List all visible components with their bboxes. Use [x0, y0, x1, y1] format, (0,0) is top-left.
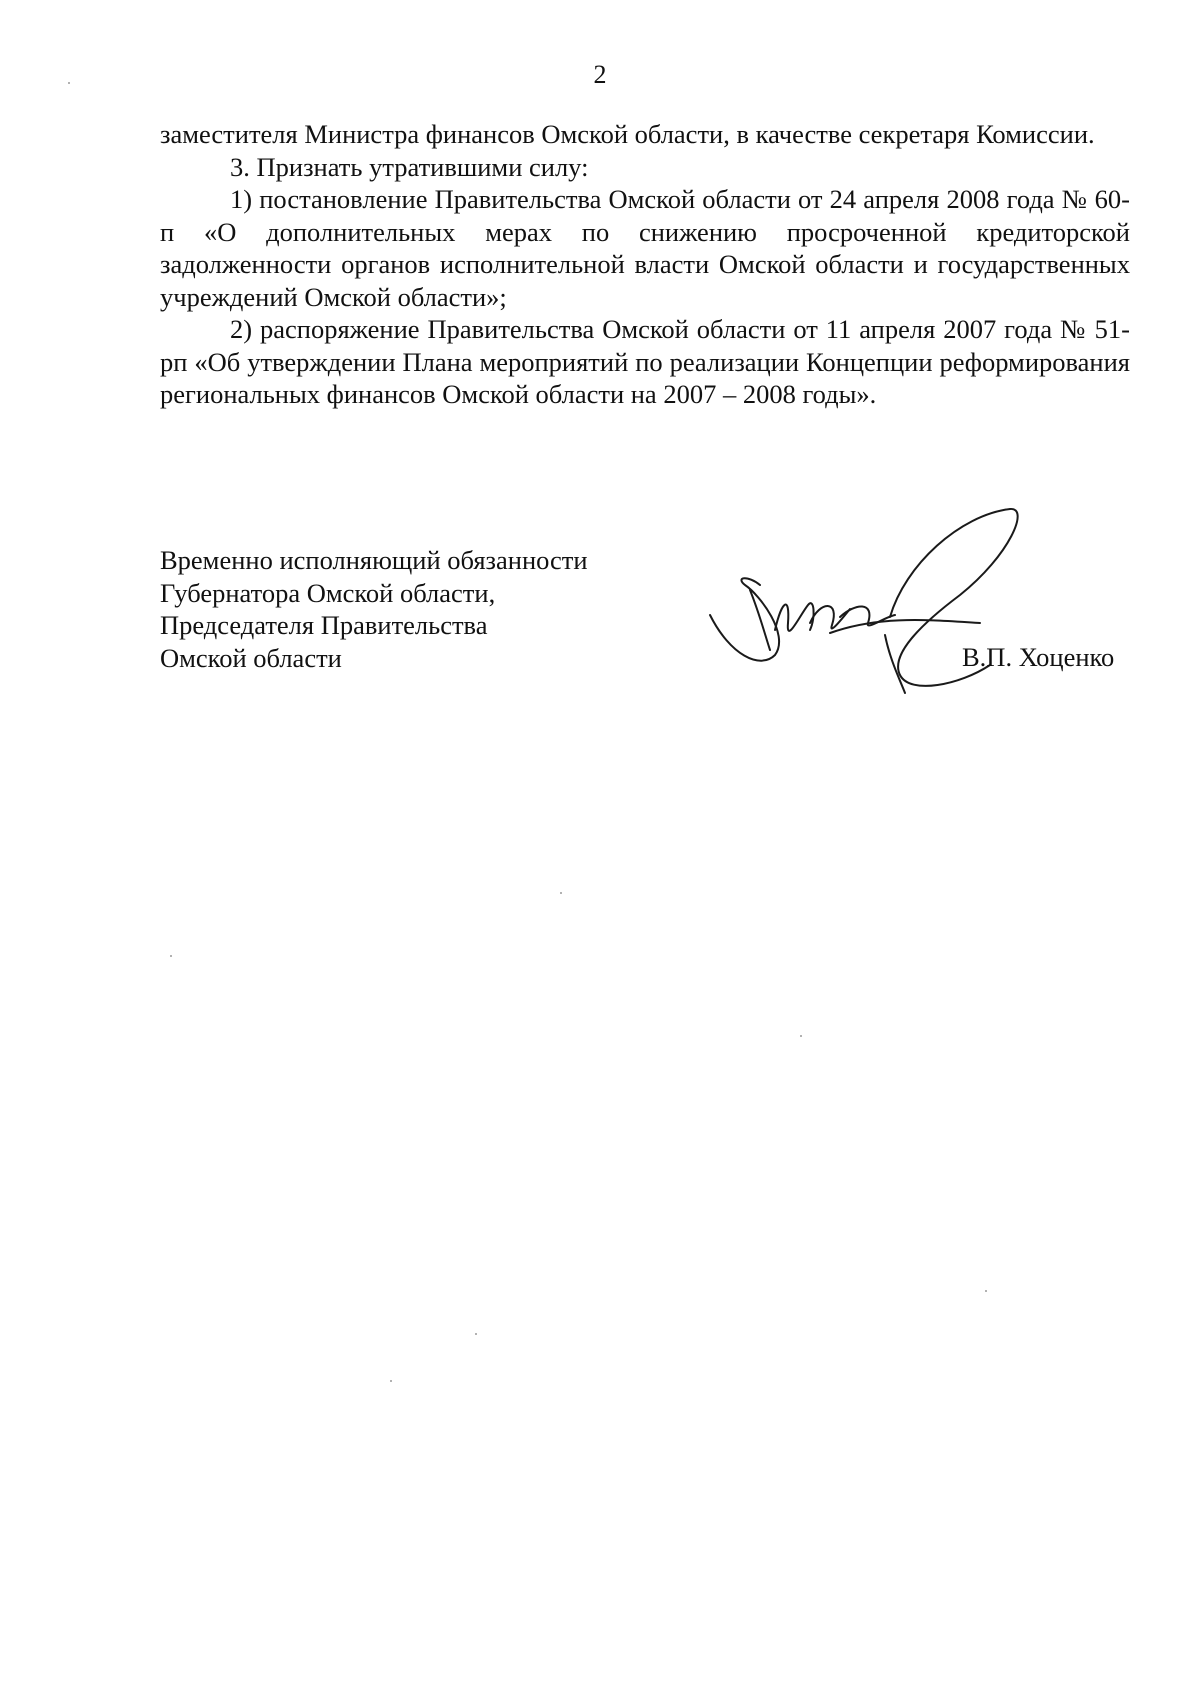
paragraph-item-3: 3. Признать утратившими силу:	[230, 151, 589, 182]
scan-speck	[800, 1035, 802, 1037]
scan-speck	[170, 955, 172, 957]
signatory-title-line: Председателя Правительства	[160, 610, 488, 640]
signatory-title-line: Временно исполняющий обязанности	[160, 545, 588, 575]
document-body	[160, 118, 1130, 411]
scan-speck	[475, 1333, 477, 1335]
scan-speck	[68, 82, 70, 84]
signatory-title	[160, 544, 588, 674]
signatory-title-line: Омской области	[160, 642, 342, 673]
signatory-name: В.П. Хоценко	[962, 642, 1115, 672]
scan-speck	[560, 892, 562, 894]
page-number: 2	[593, 60, 607, 89]
scan-speck	[390, 1380, 392, 1382]
scan-speck	[985, 1290, 987, 1292]
signatory-title-line: Губернатора Омской области,	[160, 577, 496, 608]
paragraph-continuation: заместителя Министра финансов Омской области, в качестве секретаря Комиссии.	[160, 119, 1095, 149]
handwritten-signature	[690, 505, 1050, 705]
paragraph-subitem-1: 1) постановление Правительства Омской области от 24 апреля 2008 года № 60-п «О дополнительных мерах по снижению просроченной кредиторской задолженности органов исполнительной власти Омской области и государственных учреждений Омской области»;	[160, 184, 1130, 312]
paragraph-subitem-2: 2) распоряжение Правительства Омской области от 11 апреля 2007 года № 51-рп «Об утверждении Плана мероприятий по реализации Концепции реформирования региональных финансов Омской области на 2007 – 2008 годы».	[160, 314, 1130, 409]
